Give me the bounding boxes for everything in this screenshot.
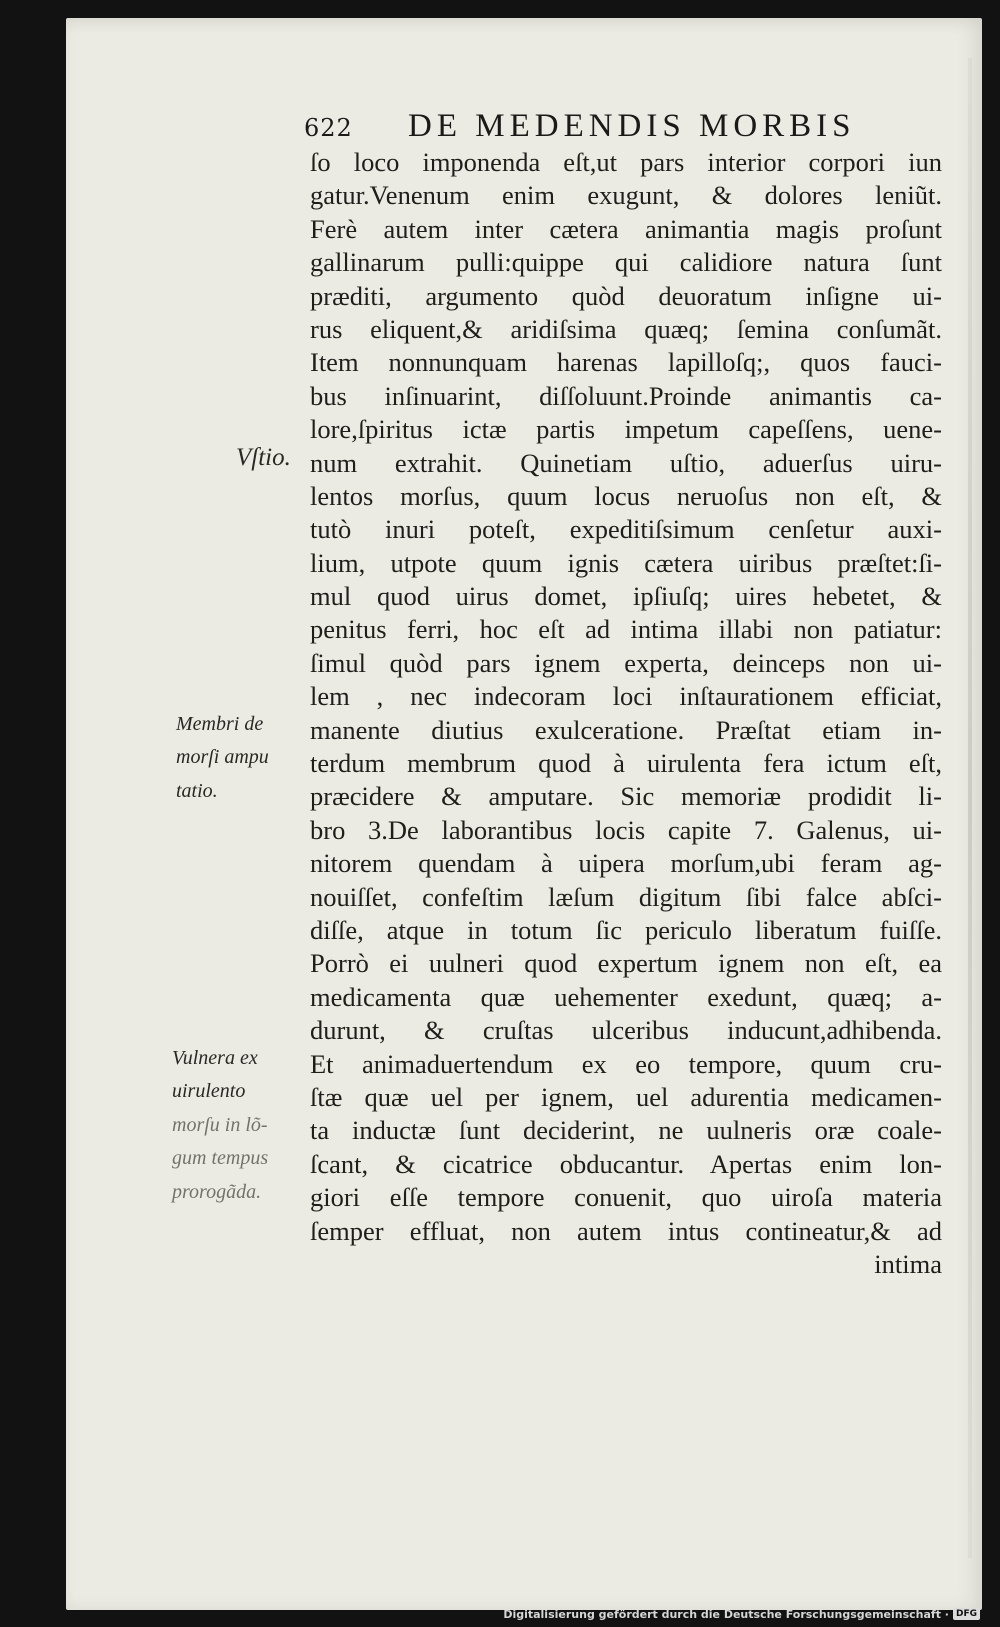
text-line: mul quod uirus domet, ipſiuſq; uires hebetet, & [310, 581, 942, 612]
text-line: gallinarum pulli:quippe qui calidiore natura ſunt [310, 247, 942, 278]
text-line: num extrahit. Quinetiam uſtio, aduerſus uiru- [310, 447, 942, 478]
text-line: lentos morſus, quum locus neruoſus non eſt, & [310, 480, 942, 511]
text-line: medicamenta quæ uehementer exedunt, quæq; a- [310, 981, 942, 1012]
marginal-note-line: tatio. [176, 779, 218, 802]
text-line: rus eliquent,& aridiſsima quæq; ſemina conſumãt. [310, 313, 942, 344]
text-line: Ferè autem inter cætera animantia magis proſunt [310, 213, 942, 244]
marginal-note-line: morſu in lõ- [172, 1113, 268, 1136]
text-line: lium, utpote quum ignis cætera uiribus præſtet:ſi- [310, 547, 942, 578]
text-line: ta inductæ ſunt deciderint, ne uulneris oræ coale- [310, 1115, 942, 1146]
text-line: durunt, & cruſtas ulceribus inducunt,adhibenda. [310, 1015, 942, 1046]
text-line: lem , nec indecoram loci inſtaurationem efficiat, [310, 681, 942, 712]
text-line: Porrò ei uulneri quod expertum ignem non eſt, ea [310, 948, 942, 979]
text-line: bus inſinuarint, diſſoluunt.Proinde animantis ca- [310, 380, 942, 411]
main-text-block [310, 146, 942, 1281]
text-line: diſſe, atque in totum ſic periculo liberatum fuiſſe. [310, 914, 942, 945]
page-gutter-shadow [968, 58, 972, 1558]
text-line: nitorem quendam à uipera morſum,ubi feram ag- [310, 848, 942, 879]
text-line: Item nonnunquam harenas lapilloſq;, quos fauci- [310, 347, 942, 378]
marginal-note-line: Vſtio. [236, 444, 291, 471]
page-number: 622 [304, 114, 353, 142]
marginal-note-vulnera [172, 1042, 268, 1209]
text-line: tutò inuri poteſt, expeditiſsimum cenſetur auxi- [310, 514, 942, 545]
text-line: bro 3.De laborantibus locis capite 7. Galenus, ui- [310, 814, 942, 845]
marginal-note-line: uirulento [172, 1080, 246, 1103]
text-line: ſimul quòd pars ignem experta, deinceps non ui- [310, 647, 942, 678]
text-line: præditi, argumento quòd deuoratum inſigne ui- [310, 280, 942, 311]
text-line: ſemper effluat, non autem intus contineatur,& ad [310, 1215, 942, 1246]
text-line: penitus ferri, hoc eſt ad intima illabi non patiatur: [310, 614, 942, 645]
text-line: ſcant, & cicatrice obducantur. Apertas enim lon- [310, 1148, 942, 1179]
marginal-note-membri [176, 708, 269, 808]
text-line: præcidere & amputare. Sic memoriæ prodidit li- [310, 781, 942, 812]
text-line: gatur.Venenum enim exugunt, & dolores leniũt. [310, 180, 942, 211]
text-line: giori eſſe tempore conuenit, quo uiroſa materia [310, 1182, 942, 1213]
running-head: DE MEDENDIS MORBIS [408, 108, 856, 144]
marginal-note-line: Membri de [176, 713, 264, 735]
catchword: intima [874, 1248, 942, 1279]
text-line: lore,ſpiritus ictæ partis impetum capeſſens, uene- [310, 414, 942, 445]
marginal-note-line: morſi ampu [176, 746, 269, 769]
marginal-note-line: prorogãda. [172, 1180, 262, 1203]
digitization-footer [503, 1605, 980, 1623]
marginal-note-ustio [236, 441, 291, 474]
page-header [304, 108, 944, 148]
text-line: ſtæ quæ uel per ignem, uel adurentia medicamen- [310, 1081, 942, 1112]
dfg-logo: DFG [953, 1608, 980, 1620]
marginal-note-line: Vulnera ex [172, 1047, 258, 1069]
text-line: manente diutius exulceratione. Præſtat etiam in- [310, 714, 942, 745]
text-line: nouiſſet, confeſtim læſum digitum ſibi falce abſci- [310, 881, 942, 912]
text-line: ſo loco imponenda eſt,ut pars interior corpori iun [310, 147, 942, 177]
marginal-note-line: gum tempus [172, 1147, 269, 1170]
funding-credit: Digitalisierung gefördert durch die Deutsche Forschungsgemeinschaft · [503, 1607, 949, 1621]
text-line: Et animaduertendum ex eo tempore, quum cru- [310, 1048, 942, 1079]
text-line: terdum membrum quod à uirulenta fera ictum eſt, [310, 748, 942, 779]
